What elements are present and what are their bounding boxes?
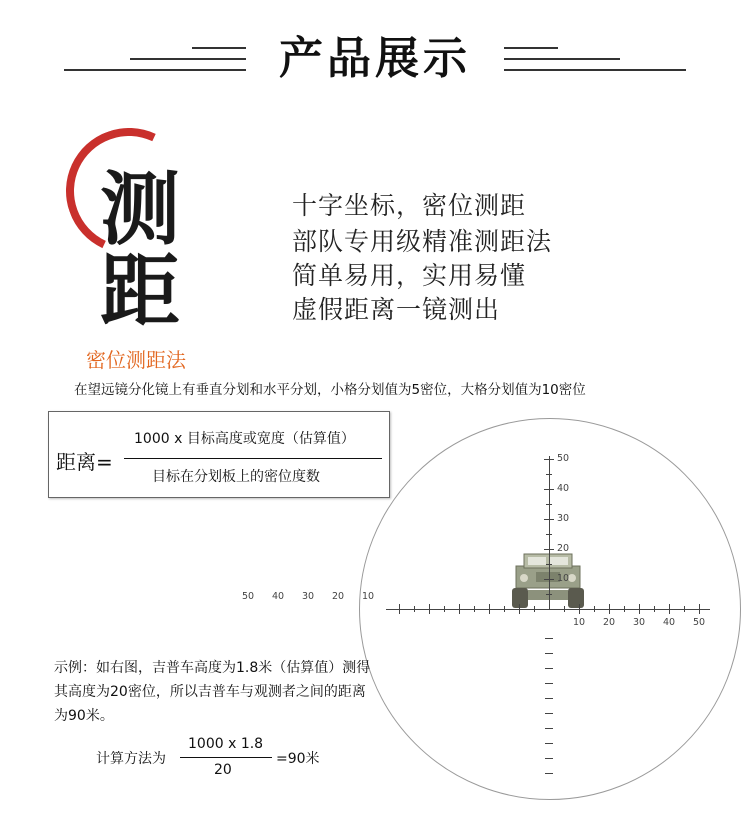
tagline-3: 简单易用，实用易懂	[292, 261, 527, 290]
reticle-v-label: 50	[557, 453, 570, 464]
page-title: 产品展示	[279, 33, 471, 84]
reticle-lower-dash	[545, 713, 553, 714]
reticle-h-right-label: 10	[573, 617, 586, 628]
reticle-h-minor-tick	[414, 606, 415, 612]
reticle-h-major-tick	[489, 604, 490, 614]
reticle-h-left-label: 30	[302, 591, 315, 602]
reticle-h-minor-tick	[504, 606, 505, 612]
header-rule-right-mid	[504, 58, 620, 60]
reticle-h-major-tick	[669, 604, 670, 614]
reticle-h-minor-tick	[474, 606, 475, 612]
reticle-h-major-tick	[609, 604, 610, 614]
reticle-h-minor-tick	[534, 606, 535, 612]
reticle-lower-dash	[545, 758, 553, 759]
reticle-v-minor-tick	[546, 564, 552, 565]
reticle-horizontal-axis	[386, 609, 710, 610]
reticle-v-minor-tick	[546, 534, 552, 535]
reticle-v-major-tick	[544, 459, 554, 460]
reticle-h-left-label: 20	[332, 591, 345, 602]
reticle-v-label: 10	[557, 573, 570, 584]
reticle-h-major-tick	[519, 604, 520, 614]
reticle-v-label: 40	[557, 483, 570, 494]
reticle-h-minor-tick	[624, 606, 625, 612]
reticle-h-right-label: 30	[633, 617, 646, 628]
formula-fraction-bar	[124, 458, 382, 459]
calc-numerator: 1000 x 1.8	[188, 736, 264, 752]
reticle-v-major-tick	[544, 579, 554, 580]
reticle-h-minor-tick	[564, 606, 565, 612]
reticle-v-major-tick	[544, 519, 554, 520]
reticle-v-minor-tick	[546, 474, 552, 475]
reticle-lower-dash	[545, 743, 553, 744]
reticle-h-minor-tick	[654, 606, 655, 612]
reticle-v-label: 20	[557, 543, 570, 554]
reticle-h-left-label: 10	[362, 591, 375, 602]
calc-result: =90米	[276, 751, 320, 767]
reticle-h-right-label: 50	[693, 617, 706, 628]
tagline-2: 部队专用级精准测距法	[292, 227, 553, 256]
formula-label: 距离=	[56, 450, 113, 474]
calc-label: 计算方法为	[96, 751, 166, 767]
reticle-h-major-tick	[699, 604, 700, 614]
reticle-h-major-tick	[579, 604, 580, 614]
reticle-h-minor-tick	[594, 606, 595, 612]
reticle-v-major-tick	[544, 489, 554, 490]
reticle-h-right-label: 20	[603, 617, 616, 628]
reticle-lower-dash	[545, 668, 553, 669]
reticle-vertical-axis	[549, 456, 550, 609]
jeep-illustration	[506, 548, 590, 612]
calc-denominator: 20	[214, 762, 232, 778]
logo-char-distance: 距	[100, 245, 180, 338]
header-rule-right-long	[504, 69, 686, 71]
reticle-h-major-tick	[399, 604, 400, 614]
formula-numerator: 1000 x 目标高度或宽度（估算值）	[134, 431, 355, 447]
reticle-description: 在望远镜分化镜上有垂直分划和水平分划，小格分划值为5密位，大格分划值为10密位	[74, 382, 586, 398]
reticle-lower-dash	[545, 638, 553, 639]
example-text: 示例：如右图，吉普车高度为1.8米（估算值）测得其高度为20密位，所以吉普车与观测者之间的距离为90米。	[54, 660, 371, 724]
reticle-h-left-label: 50	[242, 591, 255, 602]
reticle-h-major-tick	[429, 604, 430, 614]
method-label: 密位测距法	[86, 348, 186, 372]
reticle-v-label: 30	[557, 513, 570, 524]
reticle-h-minor-tick	[684, 606, 685, 612]
header-rule-right-short	[504, 47, 558, 49]
reticle-v-minor-tick	[546, 594, 552, 595]
reticle-lower-dash	[545, 728, 553, 729]
reticle-lower-dash	[545, 773, 553, 774]
reticle-h-major-tick	[459, 604, 460, 614]
calc-fraction-bar	[180, 757, 272, 758]
tagline-1: 十字坐标，密位测距	[292, 191, 527, 220]
reticle-lower-dash	[545, 683, 553, 684]
logo-char-measure: 测	[100, 163, 180, 256]
reticle-h-minor-tick	[444, 606, 445, 612]
reticle-h-major-tick	[639, 604, 640, 614]
reticle-h-left-label: 40	[272, 591, 285, 602]
reticle-v-major-tick	[544, 549, 554, 550]
formula-denominator: 目标在分划板上的密位度数	[152, 469, 320, 485]
tagline-4: 虚假距离一镜测出	[292, 295, 501, 324]
reticle-h-right-label: 40	[663, 617, 676, 628]
reticle-lower-dash	[545, 653, 553, 654]
reticle-v-minor-tick	[546, 504, 552, 505]
reticle-lower-dash	[545, 698, 553, 699]
